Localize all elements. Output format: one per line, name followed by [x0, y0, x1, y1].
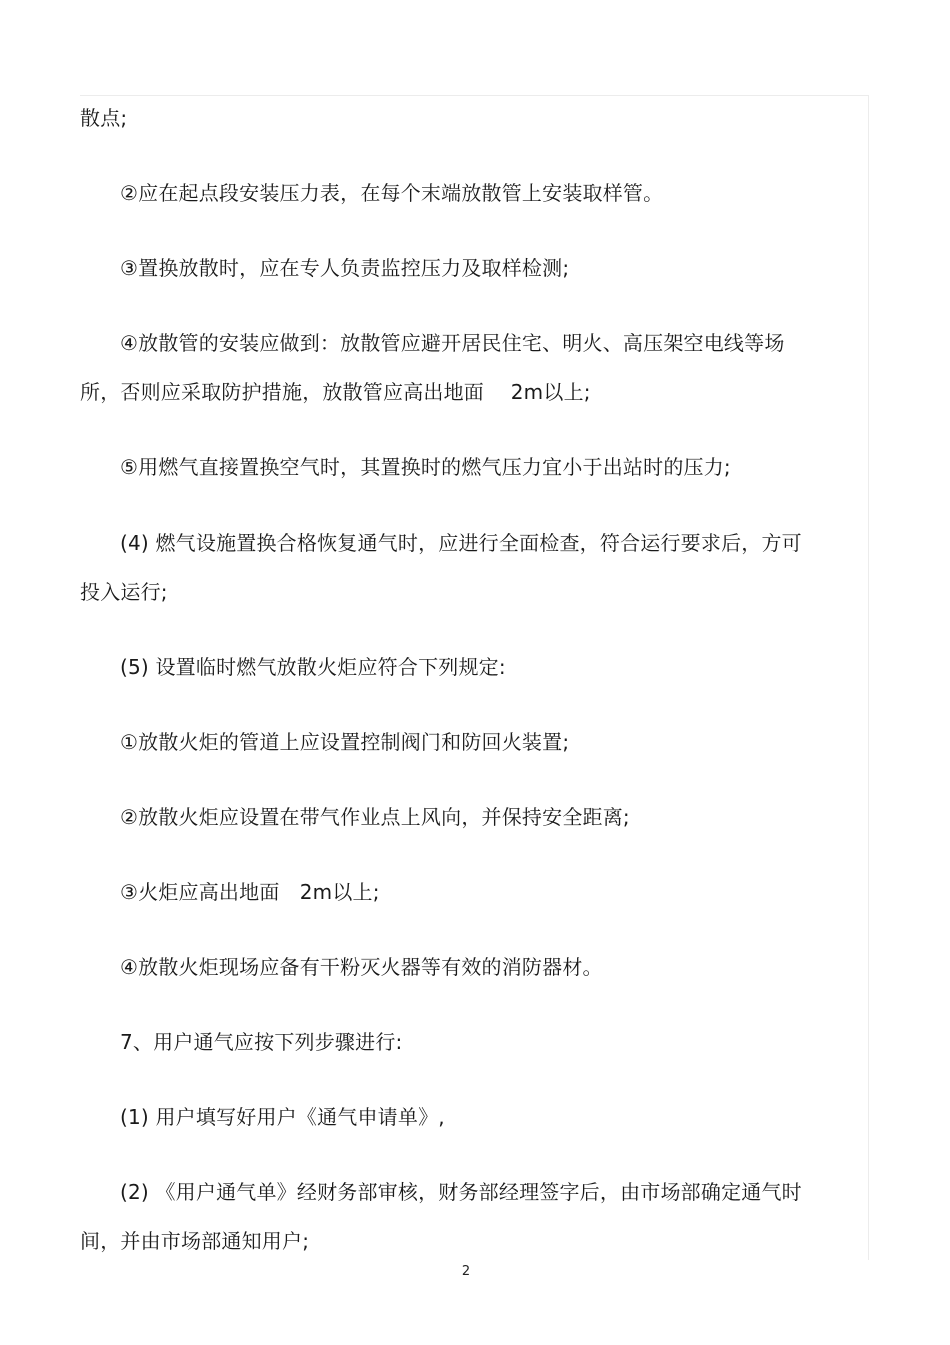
- text-line: (1) 用户填写好用户《通气申请单》,: [120, 1105, 445, 1129]
- text-line: ④放散管的安装应做到：放散管应避开居民住宅、明火、高压架空电线等场: [120, 331, 785, 355]
- text-line: ④放散火炬现场应备有干粉灭火器等有效的消防器材。: [120, 955, 603, 979]
- text-line: ②放散火炬应设置在带气作业点上风向，并保持安全距离;: [120, 805, 630, 829]
- text-line: ⑤用燃气直接置换空气时，其置换时的燃气压力宜小于出站时的压力;: [120, 455, 731, 479]
- text-line: 7、用户通气应按下列步骤进行:: [120, 1030, 403, 1054]
- text-line: ③火炬应高出地面 2m以上;: [120, 880, 380, 904]
- text-line: 散点;: [80, 106, 128, 130]
- text-line: (5) 设置临时燃气放散火炬应符合下列规定:: [120, 655, 506, 679]
- text-line: 所，否则应采取防护措施，放散管应高出地面 2m以上;: [80, 380, 591, 404]
- text-line: ②应在起点段安装压力表，在每个末端放散管上安装取样管。: [120, 181, 664, 205]
- text-line: 间，并由市场部通知用户;: [80, 1229, 310, 1253]
- text-line: (4) 燃气设施置换合格恢复通气时，应进行全面检查，符合运行要求后，方可: [120, 531, 802, 555]
- text-line: ①放散火炬的管道上应设置控制阀门和防回火装置;: [120, 730, 570, 754]
- text-line: 投入运行;: [80, 580, 168, 604]
- text-line: (2) 《用户通气单》经财务部审核，财务部经理签字后，由市场部确定通气时: [120, 1180, 802, 1204]
- page-number: 2: [461, 1264, 471, 1279]
- text-line: ③置换放散时，应在专人负责监控压力及取样检测;: [120, 256, 570, 280]
